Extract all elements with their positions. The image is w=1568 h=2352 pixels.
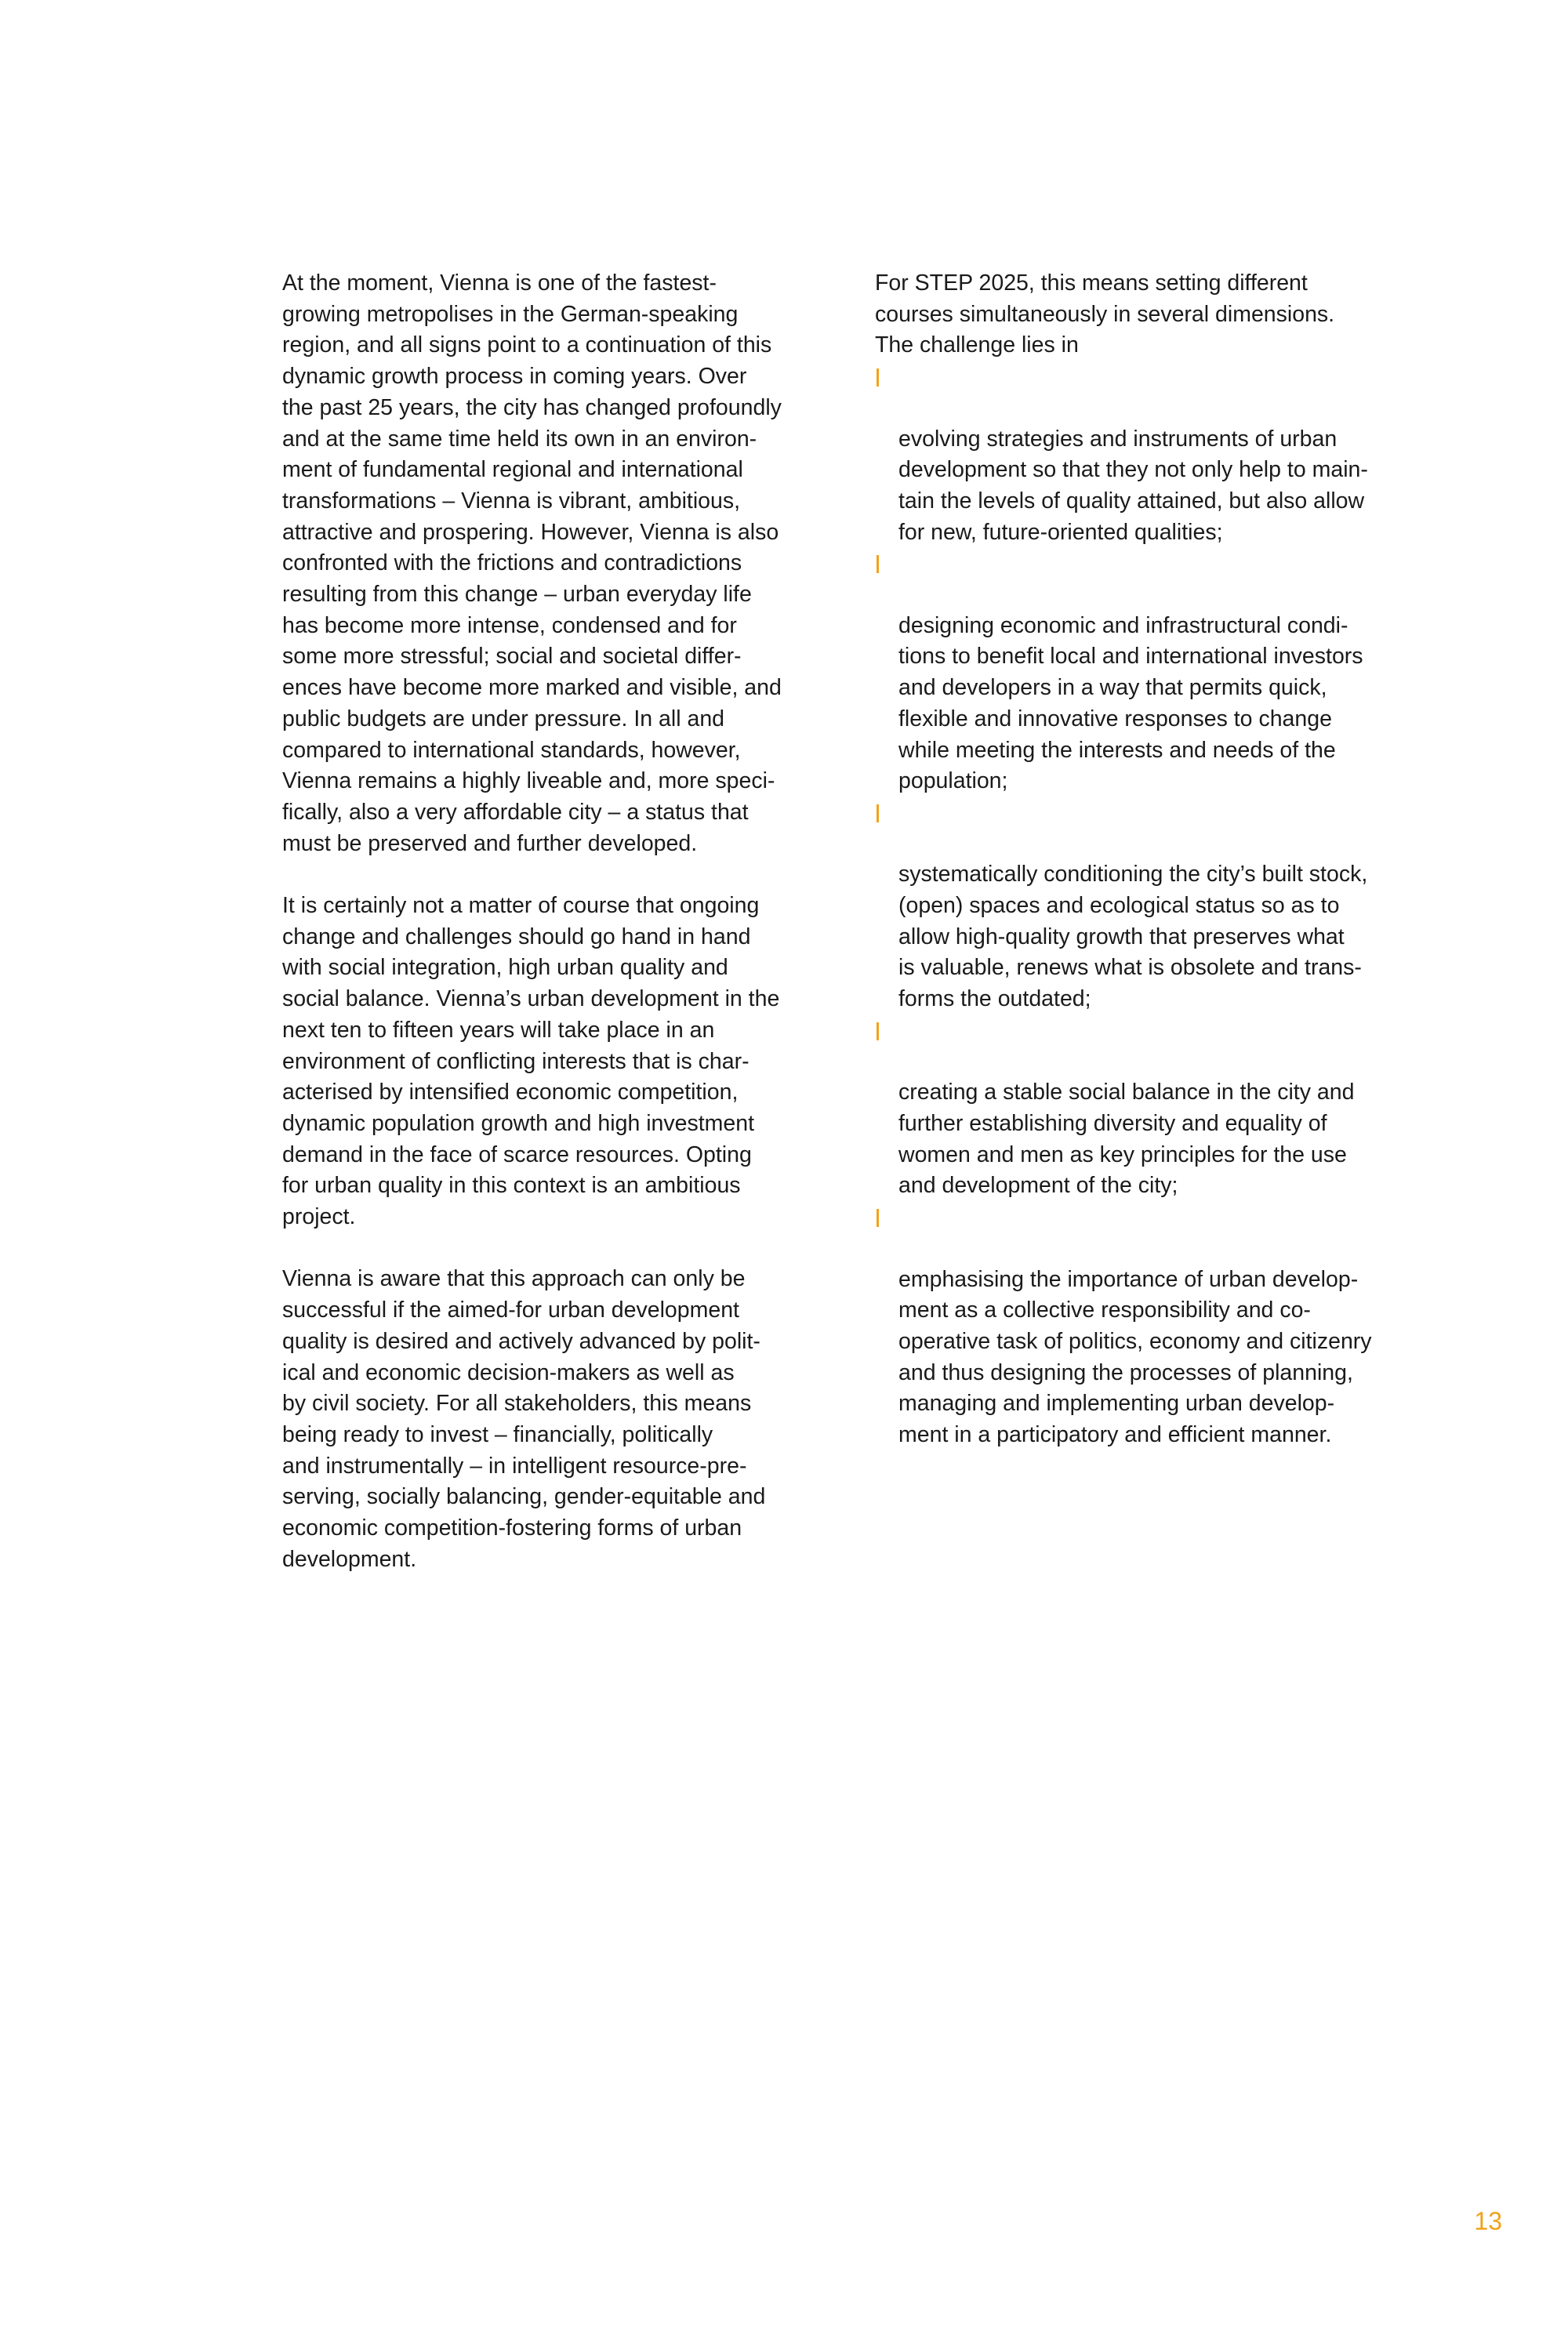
bullet-bar-icon [877,1209,879,1227]
body-paragraph: Vienna is aware that this approach can only be successful if the aimed-for urban development quality is desired and actively advanced by polit- ical and economic decision-makers as well as by civil society. For all stakeholders, this means being ready to invest – financially, politically and instrumentally – in intelligent resource-pre- serving, socially balancing, gender-equitable and economic competition-fostering forms of urban development. [282,1266,766,1572]
bullet-bar-icon [877,804,879,822]
left-text-column [282,268,831,1576]
list-item [875,1202,1424,1451]
bullet-bar-icon [877,368,879,387]
list-item [875,1015,1424,1202]
bullet-bar-icon [877,1022,879,1040]
list-item [875,548,1424,797]
body-paragraph: At the moment, Vienna is one of the fastest- growing metropolises in the German-speaking region, and all signs point to a continuation of this dynamic growth process in coming years. Over the past 25 years, the city has changed profoundly and at the same time held its own in an environ- ment of fundamental regional and international transformations – Vienna is vibrant, ambitious, attractive and prospering. However, Vienna is also confronted with the frictions and contradictions resulting from this change – urban everyday life has become more intense, condensed and for some more stressful; social and societal differ- ences have become more marked and visible, and public budgets are under pressure. In all and compared to international standards, however, Vienna remains a highly liveable and, more speci- fically, also a very affordable city – a status that must be preserved and further developed. [282,270,782,856]
bullet-bar-icon [877,555,879,573]
challenge-list [875,361,1424,1451]
list-item-text: systematically conditioning the city’s built stock, (open) spaces and ecological status so as to allow high-quality growth that preserves what is valuable, renews what is obsolete and trans- forms the outdated; [898,862,1368,1012]
list-item [875,361,1424,548]
list-item [875,797,1424,1015]
list-item-text: emphasising the importance of urban develop- ment as a collective responsibility and co- operative task of politics, economy and citizenry and thus designing the processes of planning, managing and implementing urban develop- ment in a participatory and efficient manner. [898,1266,1372,1448]
page-number: 13 [1474,2207,1502,2235]
list-item-text: designing economic and infrastructural condi- tions to benefit local and international investors and developers in a way that permits quick, flexible and innovative responses to change while meeting the interests and needs of the population; [898,612,1363,794]
list-item-text: creating a stable social balance in the city and further establishing diversity and equality of women and men as key principles for the use and development of the city; [898,1080,1355,1199]
right-text-column [875,268,1424,1451]
list-item-text: evolving strategies and instruments of urban development so that they not only help to main- tain the levels of quality attained, but also allow for new, future-oriented qualities; [898,426,1368,545]
body-paragraph: It is certainly not a matter of course that ongoing change and challenges should go hand in hand with social integration, high urban quality and social balance. Vienna’s urban development in the next ten to fifteen years will take place in an environment of conflicting interests that is char- acterised by intensified economic competition, dynamic population growth and high investment demand in the face of scarce resources. Opting for urban quality in this context is an ambitious project. [282,893,780,1230]
intro-paragraph: For STEP 2025, this means setting different courses simultaneously in several dimensions. The challenge lies in [875,270,1335,358]
